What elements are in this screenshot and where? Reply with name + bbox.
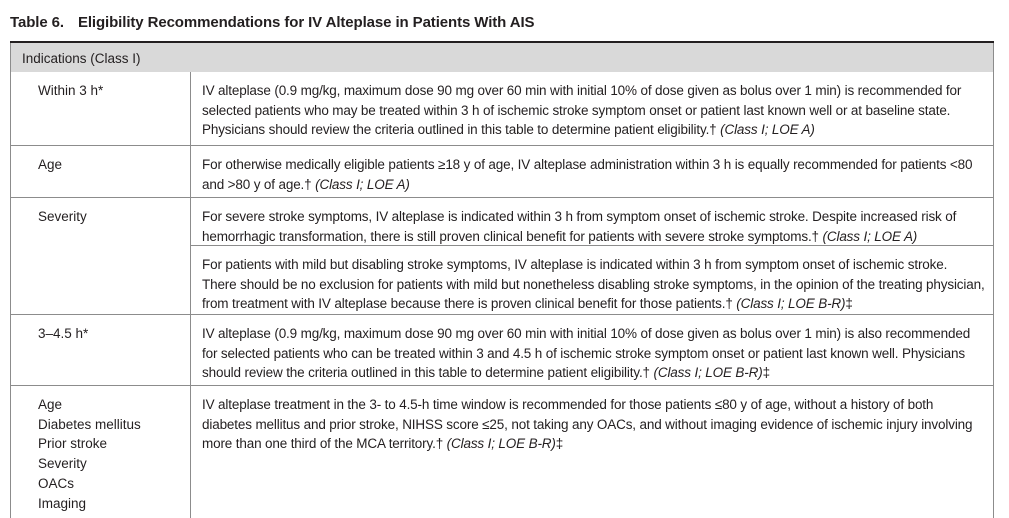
table-title [10,14,534,31]
recommendation-suffix: ‡ [555,436,564,452]
recommendation-suffix: ‡ [845,296,853,312]
recommendation-text: IV alteplase (0.9 mg/kg, maximum dose 90 mg over 60 min with initial 10% of dose given as bolus over 1 min) is also recommended for selected patients who can be treated within 3 and 4.5 h of ischemic stroke symptom onset or patient last known well. Physicians should review the criteria outlined in this table to determine patient eligibility.† [202,326,971,381]
row-label: Within 3 h* [38,83,104,98]
recommendation-text: IV alteplase treatment in the 3- to 4.5-h time window is recommended for those patients ≤80 y of age, without a history of both diabetes mellitus and prior stroke, NIHSS score ≤25, not taking any OACs, and without imaging evidence of ischemic injury involving more than one third of the MCA territory.† [202,397,973,452]
recommendation-suffix: ‡ [762,365,770,381]
recommendation-citation: (Class I; LOE B-R) [736,296,846,312]
row-label: Age [38,157,63,172]
recommendation-text: For patients with mild but disabling stroke symptoms, IV alteplase is indicated within 3 h from symptom onset of ischemic stroke. There should be no exclusion for patients with mild but nonetheless disabling stroke symptoms, in the opinion of the treating physician, from treatment with IV alteplase because there is proven clinical benefit for those patients.† [202,257,985,312]
recommendations-table [10,72,994,518]
criterion-label: OACs [38,475,75,491]
criterion-label: Diabetes mellitus [38,416,141,432]
table-number: Table 6. [10,14,64,31]
recommendation-citation: (Class I; LOE B-R) [653,365,763,381]
recommendation-text: IV alteplase (0.9 mg/kg, maximum dose 90 mg over 60 min with initial 10% of dose given as bolus over 1 min) is recommended for selected patients who may be treated within 3 h of ischemic stroke symptom onset or patient last known well or at baseline state. Physicians should review the criteria outlined in this table to determine patient eligibility.† [202,83,962,138]
criterion-label: Prior stroke [38,436,108,452]
row-recommendation [202,207,985,246]
table-row [11,386,993,518]
recommendation-citation: (Class I; LOE A) [720,122,815,138]
criterion-label: Severity [38,456,87,472]
table-row [11,72,993,145]
recommendation-citation: (Class I; LOE A) [822,228,918,244]
row-recommendation [202,81,985,140]
table-header-label: Indications (Class I) [22,51,141,66]
criterion-label: Imaging [38,495,87,511]
row-recommendation [202,155,985,194]
row-recommendation [202,255,985,314]
row-recommendation [202,324,985,383]
row-label-stack [38,395,141,513]
table-row [11,246,993,314]
row-label: 3–4.5 h* [38,326,89,341]
recommendation-text: For severe stroke symptoms, IV alteplase is indicated within 3 h from symptom onset of ischemic stroke. Despite increased risk of hemorrhagic transformation, there is still proven clinical benefit for patients with severe stroke symptoms.† [202,209,957,244]
row-label: Severity [38,209,87,224]
table-row [11,315,993,385]
recommendation-citation: (Class I; LOE A) [315,176,410,192]
row-recommendation [202,395,985,454]
table-title-text: Eligibility Recommendations for IV Alteplase in Patients With AIS [77,14,535,31]
recommendation-citation: (Class I; LOE B-R) [446,436,556,452]
criterion-label: Age [38,397,63,412]
table-row [11,198,993,245]
table-header-band [10,43,994,72]
recommendation-text: For otherwise medically eligible patients ≥18 y of age, IV alteplase administration within 3 h is equally recommended for patients <80 and >80 y of age.† [202,157,973,192]
table-row [11,146,993,197]
